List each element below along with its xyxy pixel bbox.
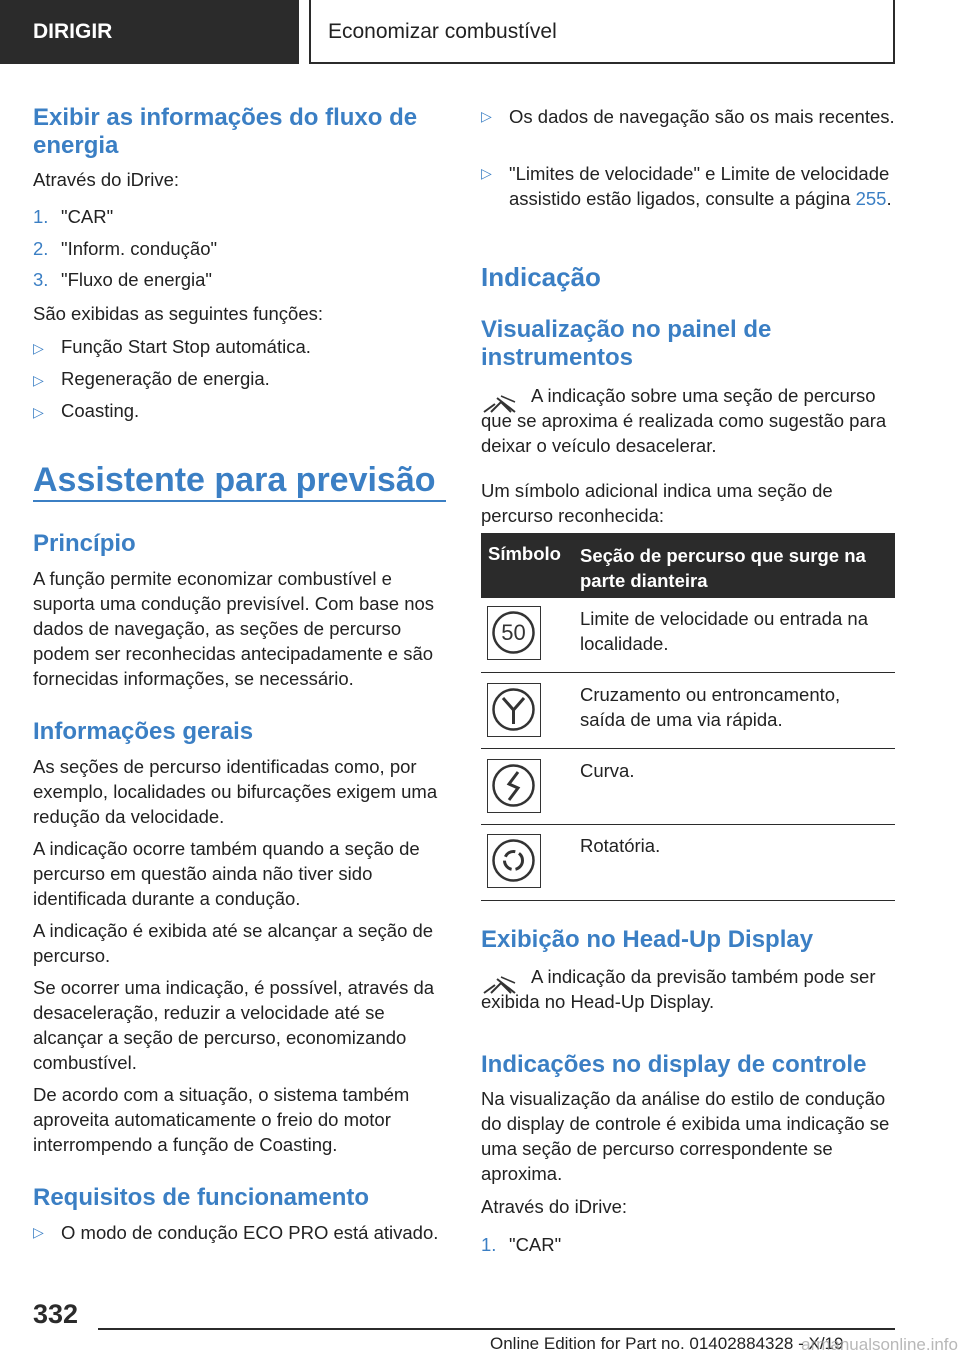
info-paragraph-3: A indicação é exibida até se alcançar a seção de percurso. (33, 920, 434, 966)
footer-rule (98, 1328, 895, 1330)
heading-energy-flow: Exibir as informações do fluxo de energia (33, 104, 418, 159)
through-idrive-text-right: Através do iDrive: (481, 1196, 627, 1217)
control-display-text: Na visualização da análise do estilo de condução do display de controle é exibida uma indicação se uma seção de percurso correspondente se aproxima. (481, 1088, 890, 1184)
symbol-intro-text: Um símbolo adicional indica uma seção de percurso reconhecida: (481, 480, 833, 526)
info-paragraph-5: De acordo com a situação, o sistema também aproveita automaticamente o freio do motor interrompendo a função de Coasting. (33, 1084, 410, 1155)
table-row-divider (481, 748, 895, 749)
row-text-junction: Cruzamento ou entroncamento, saída de uma via rápida. (580, 684, 841, 730)
functions-intro: São exibidas as seguintes funções: (33, 303, 324, 324)
info-paragraph-4: Se ocorrer uma indicação, é possível, através da desaceleração, reduzir a velocidade até se alcançar a seção de percurso, economizando combustível. (33, 977, 435, 1073)
junction-icon (487, 683, 541, 737)
chapter-title: Assistente para previsão (33, 461, 436, 499)
heading-hud: Exibição no Head-Up Display (481, 926, 814, 953)
svg-text:50: 50 (501, 620, 526, 645)
step-3: 3. "Fluxo de energia" (33, 269, 212, 290)
step-1-right: 1. "CAR" (481, 1234, 562, 1255)
heading-principle: Princípio (33, 530, 136, 557)
edition-text: Online Edition for Part no. 01402884328 - X/19 (490, 1334, 844, 1353)
heading-indication: Indicação (481, 262, 601, 292)
hud-text: A indicação da previsão também pode ser exibida no Head-Up Display. (481, 966, 876, 1012)
col-header-section: Seção de percurso que surge na parte dianteira (580, 545, 866, 591)
heading-requirements: Requisitos de funcionamento (33, 1184, 370, 1211)
bullet-regeneration: ▷ Regeneração de energia. (33, 368, 270, 389)
col-header-symbol: Símbolo (488, 543, 561, 564)
roundabout-icon (487, 834, 541, 888)
through-idrive-text: Através do iDrive: (33, 169, 179, 190)
heading-instrument-panel: Visualização no painel de instrumentos (481, 316, 772, 371)
step-1: 1. "CAR" (33, 206, 114, 227)
row-text-roundabout: Rotatória. (580, 835, 661, 856)
table-row-divider (481, 672, 895, 673)
step-2: 2. "Inform. condução" (33, 238, 218, 259)
table-bottom-rule (481, 900, 895, 901)
row-text-curve: Curva. (580, 760, 635, 781)
bullet-nav-data: ▷ Os dados de navegação são os mais recentes. (481, 106, 895, 127)
curve-icon (487, 759, 541, 813)
page-number: 332 (33, 1299, 79, 1329)
heading-control-display: Indicações no display de controle (481, 1051, 867, 1078)
table-row-divider (481, 824, 895, 825)
bullet-eco-pro: ▷ O modo de condução ECO PRO está ativado. (33, 1222, 439, 1243)
bullet-coasting: ▷ Coasting. (33, 400, 140, 421)
page-header-title: Economizar combustível (309, 0, 895, 64)
speed-limit-50-icon (487, 606, 541, 660)
info-paragraph-1: As seções de percurso identificadas como, por exemplo, localidades ou bifurcações exigem uma redução da velocidade. (33, 756, 438, 827)
chapter-rule (33, 500, 446, 502)
symbol-table-header (481, 533, 895, 598)
bullet-speed-limits: ▷ "Limites de velocidade" e Limite de velocidade assistido estão ligados, consulte a página 255. (481, 163, 892, 209)
bullet-start-stop: ▷ Função Start Stop automática. (33, 336, 311, 357)
principle-text: A função permite economizar combustível e suporta uma condução previsível. Com base nos dados de navegação, as seções de percurso podem ser reconhecidas antecipadamente e são fornecidas informações, se necessário. (33, 568, 435, 689)
info-paragraph-2: A indicação ocorre também quando a seção de percurso em questão ainda não tiver sido identificada durante a condução. (33, 838, 420, 909)
watermark: armanualsonline.info (801, 1335, 958, 1354)
page-link[interactable]: 255 (855, 188, 887, 209)
instrument-indication-text: A indicação sobre uma seção de percurso que se aproxima é realizada como sugestão para deixar o veículo desacelerar. (481, 385, 887, 456)
heading-general-info: Informações gerais (33, 718, 254, 745)
row-text-speed: Limite de velocidade ou entrada na localidade. (580, 608, 868, 654)
section-tab: DIRIGIR (0, 0, 299, 64)
